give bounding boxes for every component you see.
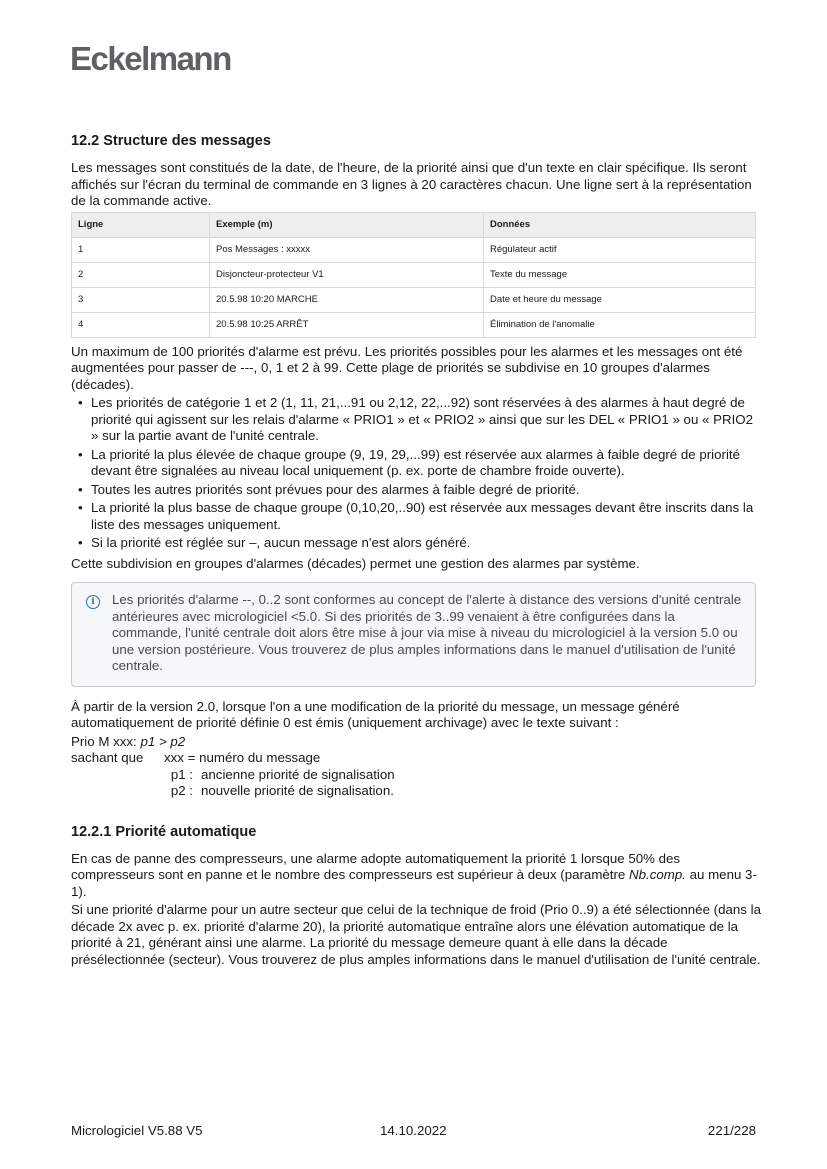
info-icon: i [86, 595, 100, 609]
footer-date: 14.10.2022 [380, 1123, 447, 1138]
definition-lead: sachant que [71, 750, 144, 765]
version-paragraph: À partir de la version 2.0, lorsque l'on a une modification de la priorité du message, un message généré automatiquement de priorité définie 0 est émis (uniquement archivage) avec le texte suivant : [71, 698, 680, 730]
cell-ligne: 2 [72, 262, 210, 287]
formula-gt: > [155, 733, 171, 749]
section-title: 12.2 Structure des messages [71, 133, 271, 149]
subdivision-paragraph: Cette subdivision en groupes d'alarmes (décades) permet une gestion des alarmes par système. [71, 555, 640, 571]
definition-key: xxx = [164, 750, 196, 765]
footer-firmware: Micrologiciel V5.88 V5 [71, 1123, 203, 1138]
info-note-box [71, 582, 756, 687]
definition-row [71, 767, 761, 784]
list-item: • La priorité la plus basse de chaque groupe (0,10,20,..90) est réservée aux messages devant être inscrits dans la liste des messages uniquement. [91, 500, 761, 533]
page-footer [71, 1123, 756, 1138]
column-header-exemple: Exemple (m) [210, 212, 484, 237]
definition-row [71, 750, 761, 767]
list-item: • Toutes les autres priorités sont prévues pour des alarmes à faible degré de priorité. [91, 482, 761, 499]
cell-exemple: 20.5.98 10:20 MARCHE [210, 287, 484, 312]
table-row [72, 237, 756, 262]
message-structure-table [71, 212, 756, 338]
cell-donnees: Texte du message [484, 262, 756, 287]
eckelmann-logo: Eckelmann [70, 40, 231, 77]
sector-paragraph: Si une priorité d'alarme pour un autre secteur que celui de la technique de froid (Prio 0..9) a été sélectionnée (dans la décade 2x avec p. ex. priorité d'alarme 20), la priorité automatique entraîne alors une élévation automatique de la priorité à 21, générant ainsi une alarme. La priorité du message demeure quant à elle dans la décade présélectionnée (secteur). Vous trouverez de plus amples informations dans le manuel d'utilisation de l'unité centrale. [71, 902, 761, 967]
page-content [71, 133, 761, 970]
list-item: • La priorité la plus élevée de chaque groupe (9, 19, 29,...99) est réservée aux alarmes à faible degré de priorité devant être signalées au niveau local uniquement (p. ex. porte de chambre froide ouverte). [91, 447, 761, 480]
formula-p1: p1 [140, 733, 156, 749]
column-header-ligne: Ligne [72, 212, 210, 237]
table-row [72, 312, 756, 337]
cell-ligne: 3 [72, 287, 210, 312]
table-row [72, 262, 756, 287]
cell-exemple: 20.5.98 10:25 ARRÊT [210, 312, 484, 337]
message-formula [71, 734, 761, 751]
priority-rules-list [71, 395, 761, 552]
compressor-text-b: au menu 3-1). [71, 867, 757, 899]
definition-key: p1 : [170, 766, 193, 782]
compressor-text-a: En cas de panne des compresseurs, une alarme adopte automatiquement la priorité 1 lorsque 50% des compresseurs sont en panne et le nombre des compresseurs est supérieur à deux (paramètre [71, 850, 681, 882]
list-item: • Si la priorité est réglée sur –, aucun message n'est alors généré. [91, 535, 761, 552]
intro-paragraph: Les messages sont constitués de la date, de l'heure, de la priorité ainsi que d'un texte en clair spécifique. Ils seront affichés sur l'écran du terminal de commande en 3 lignes à 20 caractères chacun. Une ligne sert à la représentation de la commande active. [71, 160, 752, 208]
definition-value: ancienne priorité de signalisation [201, 766, 395, 782]
cell-exemple: Pos Messages : xxxxx [210, 237, 484, 262]
subsection-title: 12.2.1 Priorité automatique [71, 823, 257, 840]
column-header-donnees: Données [484, 212, 756, 237]
subsection-automatic-priority [71, 824, 761, 969]
table-row [72, 287, 756, 312]
cell-exemple: Disjoncteur-protecteur V1 [210, 262, 484, 287]
priorities-paragraph: Un maximum de 100 priorités d'alarme est prévu. Les priorités possibles pour les alarmes et les messages ont été augmentées pour passer de ---, 0, 1 et 2 à 99. Cette plage de priorités se subdivise en 10 groupes d'alarmes (décades). [71, 343, 743, 392]
cell-ligne: 4 [72, 312, 210, 337]
cell-donnees: Régulateur actif [484, 237, 756, 262]
table-header-row [72, 212, 756, 237]
formula-prefix: Prio M xxx: [71, 733, 141, 749]
definition-value: numéro du message [199, 750, 321, 765]
note-text: Les priorités d'alarme --, 0..2 sont conformes au concept de l'alerte à distance des versions d'unité centrale antérieures avec micrologiciel <5.0. Si des priorités de 3..99 venaient à être configurées dans la commande, l'unité centrale doit alors être mise à jour via mise à niveau du micrologiciel à la version 5.0 ou une version postérieure. Vous trouverez de plus amples informations dans le manuel d'utilisation de l'unité centrale. [112, 592, 742, 673]
cell-ligne: 1 [72, 237, 210, 262]
cell-donnees: Élimination de l'anomalie [484, 312, 756, 337]
cell-donnees: Date et heure du message [484, 287, 756, 312]
list-item: • Les priorités de catégorie 1 et 2 (1, 11, 21,...91 ou 2,12, 22,...92) sont réservées à des alarmes à haut degré de priorité qui agissent sur les relais d'alarme « PRIO1 » et « PRIO2 » ainsi que sur les DEL « PRIO1 » ou « PRIO2 » sur la partie avant de l'unité centrale. [91, 395, 761, 445]
footer-page-number: 221/228 [707, 1123, 756, 1138]
formula-p2: p2 [170, 733, 186, 749]
definition-value: nouvelle priorité de signalisation. [201, 783, 394, 798]
compressor-paragraph [71, 851, 761, 901]
definition-key: p2 : [170, 783, 193, 798]
parameter-name: Nb.comp. [629, 867, 686, 882]
definition-row [71, 783, 761, 800]
